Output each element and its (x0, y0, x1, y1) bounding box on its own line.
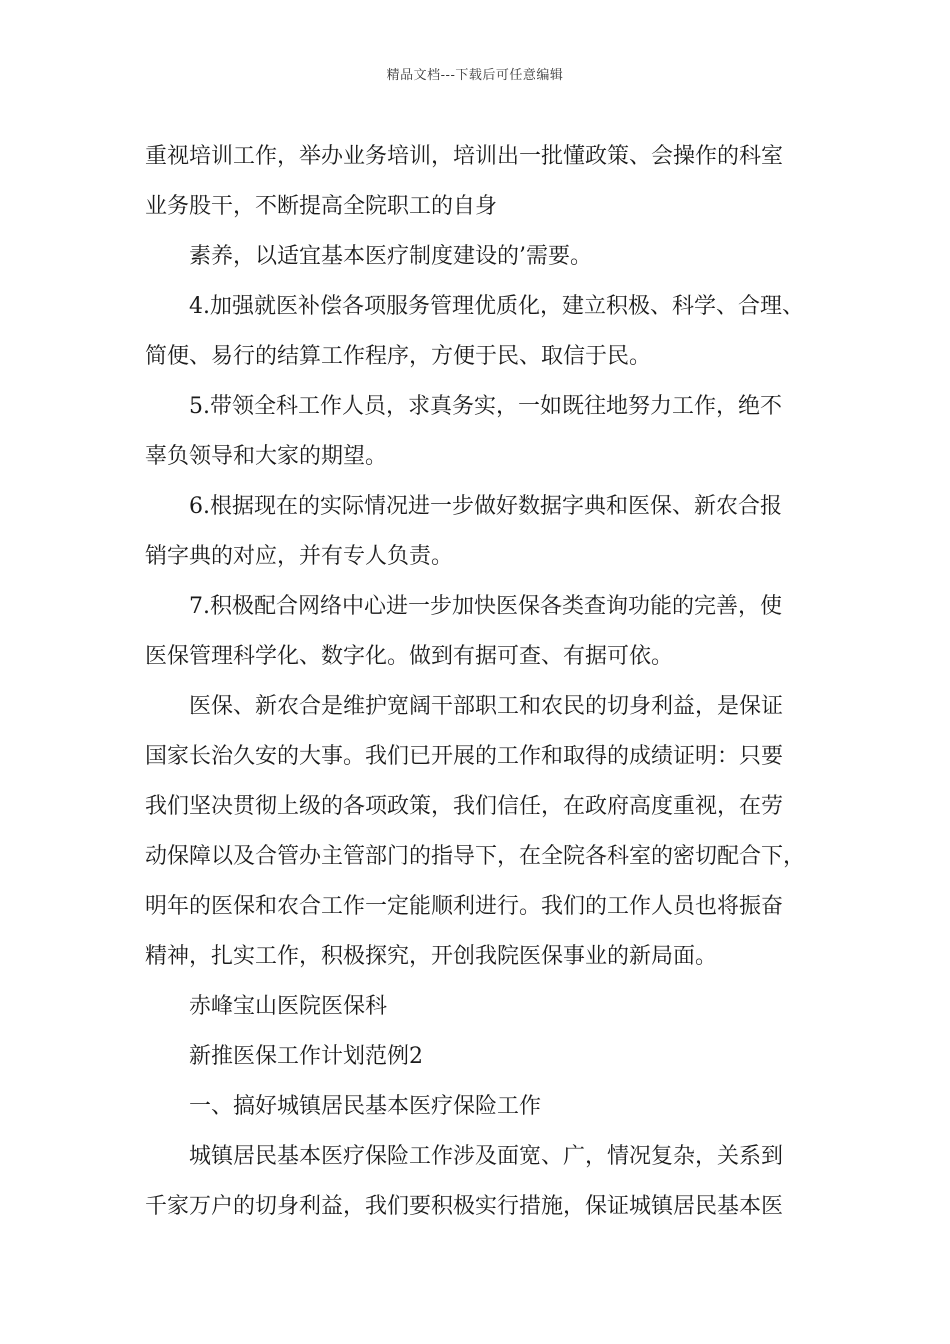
text-line: 千家万户的切身利益，我们要积极实行措施，保证城镇居民基本医 (145, 1194, 784, 1219)
paragraph-start: 医保、新农合是维护宽阔干部职工和农民的切身利益，是保证 (189, 694, 784, 719)
text-line: 重视培训工作，举办业务培训，培训出一批懂政策、会操作的科室 (145, 144, 784, 169)
text-line: 精神，扎实工作，积极探究，开创我院医保事业的新局面。 (145, 944, 718, 969)
signature-line: 赤峰宝山医院医保科 (189, 994, 388, 1019)
text-line: 国家长治久安的大事。我们已开展的工作和取得的成绩证明：只要 (145, 744, 784, 769)
text-line: 业务股干，不断提高全院职工的自身 (145, 194, 498, 219)
section-heading: 一、搞好城镇居民基本医疗保险工作 (189, 1094, 542, 1119)
section-title: 新推医保工作计划范例2 (189, 1044, 423, 1069)
text-line: 销字典的对应，并有专人负责。 (145, 544, 454, 569)
text-line: 动保障以及合管办主管部门的指导下，在全院各科室的密切配合下， (145, 844, 806, 869)
text-line: 素养，以适宜基本医疗制度建设的’需要。 (189, 244, 592, 269)
list-item-4: 4.加强就医补偿各项服务管理优质化，建立积极、科学、合理、 (189, 294, 804, 319)
text-line: 明年的医保和农合工作一定能顺利进行。我们的工作人员也将振奋 (145, 894, 784, 919)
list-item-7: 7.积极配合网络中心进一步加快医保各类查询功能的完善，使 (189, 594, 782, 619)
paragraph-start: 城镇居民基本医疗保险工作涉及面宽、广，情况复杂，关系到 (189, 1144, 784, 1169)
text-line: 我们坚决贯彻上级的各项政策，我们信任，在政府高度重视，在劳 (145, 794, 784, 819)
text-line: 医保管理科学化、数字化。做到有据可查、有据可依。 (145, 644, 674, 669)
text-line: 辜负领导和大家的期望。 (145, 444, 388, 469)
page-header: 精品文档---下载后可任意编辑 (386, 68, 564, 83)
list-item-6: 6.根据现在的实际情况进一步做好数据字典和医保、新农合报 (189, 494, 782, 519)
document-body (145, 132, 825, 1232)
list-item-5: 5.带领全科工作人员，求真务实，一如既往地努力工作，绝不 (189, 394, 782, 419)
text-line: 简便、易行的结算工作程序，方便于民、取信于民。 (145, 344, 652, 369)
